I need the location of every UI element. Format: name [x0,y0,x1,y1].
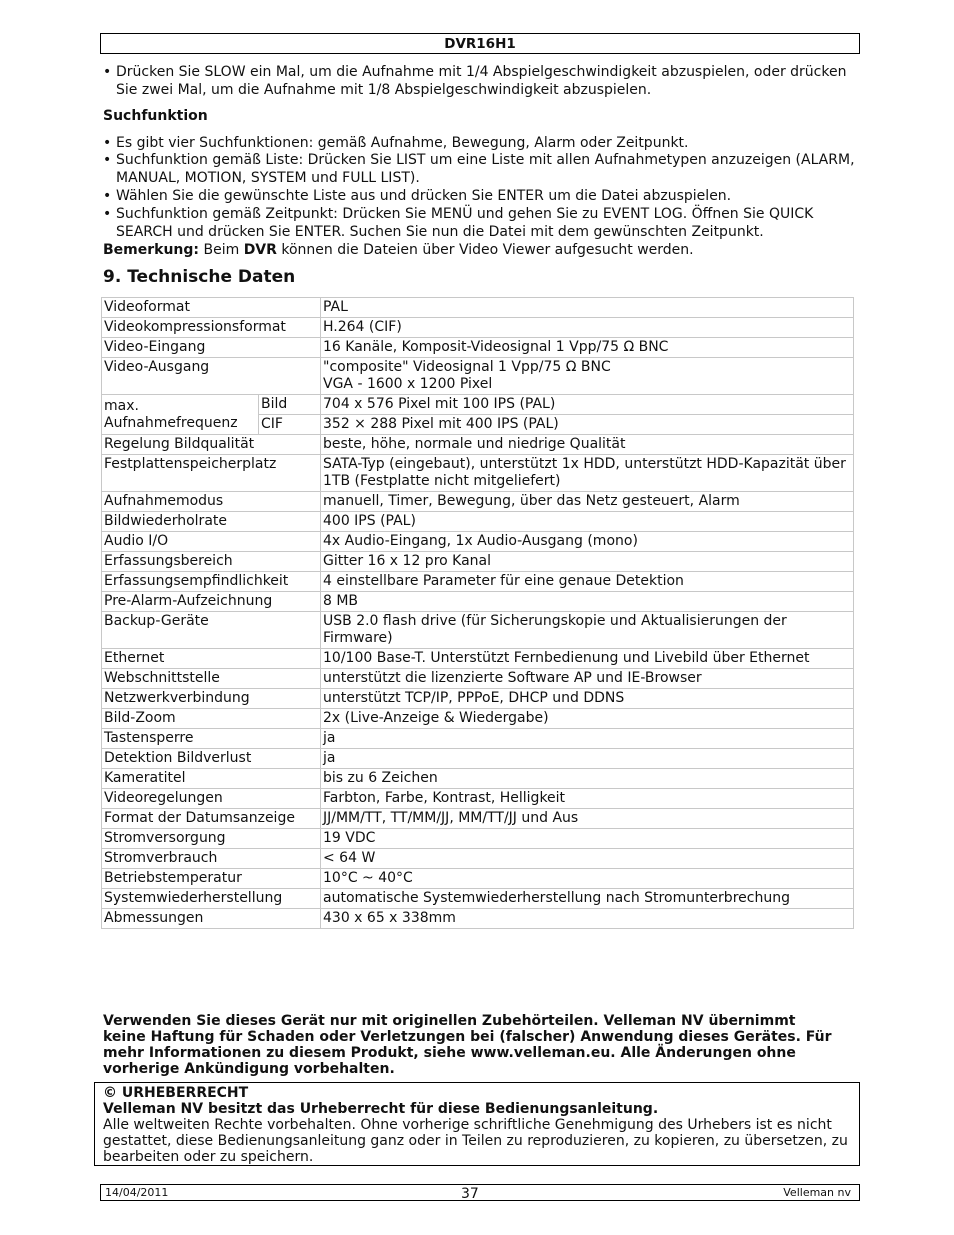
spec-value [321,649,854,669]
copyright-body: Alle weltweiten Rechte vorbehalten. Ohne vorherige schriftliche Genehmigung des Urhebers ist es nicht gestattet, diese Bedienungsanleitung ganz oder in Teilen zu reproduzieren, zu kopieren, zu übersetzen, zu bearbeiten oder zu speichern. [103,1117,848,1165]
spec-label: Videoregelungen [102,789,321,809]
spec-label: Ethernet [102,649,321,669]
spec-value [321,572,854,592]
spec-value [321,455,854,492]
spec-value-line: JJ/MM/TT, TT/MM/JJ, MM/TT/JJ und Aus [323,810,579,826]
spec-value [321,909,854,929]
footer-date: 14/04/2011 [105,1186,169,1199]
copyright-subtitle: Velleman NV besitzt das Urheberrecht für diese Bedienungsanleitung. [103,1101,659,1117]
search-bullet [103,134,855,152]
spec-label: Aufnahmemodus [102,492,321,512]
spec-value [321,889,854,909]
spec-row [102,318,854,338]
spec-value [321,318,854,338]
spec-row [102,669,854,689]
spec-label: Videoformat [102,298,321,318]
spec-value-line: ja [323,750,336,766]
spec-value-line: 16 Kanäle, Komposit-Videosignal 1 Vpp/75 Ω BNC [323,339,669,355]
spec-label: Festplattenspeicherplatz [102,455,321,492]
spec-value-line: SATA-Typ (eingebaut), unterstützt 1x HDD, unterstützt HDD-Kapazität über 1TB (Festplatte nicht mitgeliefert) [323,456,846,489]
spec-row [102,492,854,512]
spec-label: Pre-Alarm-Aufzeichnung [102,592,321,612]
search-heading: Suchfunktion [103,108,208,124]
spec-label: max. Aufnahmefrequenz [102,395,259,435]
spec-label: Webschnittstelle [102,669,321,689]
spec-value [321,358,854,395]
spec-value-line: 10°C ~ 40°C [323,870,413,886]
bullet-text: Suchfunktion gemäß Zeitpunkt: Drücken Sie MENÜ und gehen Sie zu EVENT LOG. Öffnen Sie QUICK SEARCH und drücken Sie ENTER. Suchen Sie nun die Datei mit dem gewünschten Zeitpunkt. [116,206,814,240]
spec-value [321,592,854,612]
spec-row [102,612,854,649]
spec-value [321,435,854,455]
spec-value-line: Farbton, Farbe, Kontrast, Helligkeit [323,790,566,806]
spec-sublabel: CIF [259,415,321,435]
spec-row [102,435,854,455]
spec-label: Video-Eingang [102,338,321,358]
spec-value [321,729,854,749]
spec-value-line: < 64 W [323,850,376,866]
page-number: 37 [461,1186,479,1202]
spec-row [102,709,854,729]
spec-value [321,789,854,809]
spec-value-line: 8 MB [323,593,359,609]
spec-row [102,829,854,849]
spec-value [321,709,854,729]
spec-label: Betriebstemperatur [102,869,321,889]
spec-value-line: 4x Audio-Eingang, 1x Audio-Ausgang (mono) [323,533,638,549]
spec-row [102,729,854,749]
spec-label: Tastensperre [102,729,321,749]
spec-label: Netzwerkverbindung [102,689,321,709]
spec-value [321,612,854,649]
spec-row [102,909,854,929]
spec-value-line: unterstützt die lizenzierte Software AP und IE-Browser [323,670,702,686]
spec-value [321,829,854,849]
spec-label: Stromverbrauch [102,849,321,869]
spec-label: Stromversorgung [102,829,321,849]
spec-value [321,849,854,869]
spec-value-line: VGA - 1600 x 1200 Pixel [323,376,493,392]
bullet-dot: • [103,64,112,80]
spec-value [321,512,854,532]
spec-row [102,395,854,415]
spec-row [102,789,854,809]
spec-row [102,849,854,869]
spec-label: Kameratitel [102,769,321,789]
spec-label: Systemwiederherstellung [102,889,321,909]
bullet-text: Drücken Sie SLOW ein Mal, um die Aufnahme mit 1/4 Abspielgeschwindigkeit abzuspielen, oder drücken Sie zwei Mal, um die Aufnahme mit 1/8 Abspielgeschwindigkeit abzuspielen. [116,64,847,98]
spec-label: Regelung Bildqualität [102,435,321,455]
spec-value-line: USB 2.0 flash drive (für Sicherungskopie und Aktualisierungen der Firmware) [323,613,787,646]
spec-row [102,512,854,532]
spec-sublabel: Bild [259,395,321,415]
copyright-title: © URHEBERRECHT [103,1085,249,1101]
spec-value-line: 2x (Live-Anzeige & Wiedergabe) [323,710,549,726]
bullet-text: Es gibt vier Suchfunktionen: gemäß Aufnahme, Bewegung, Alarm oder Zeitpunkt. [116,135,689,151]
footer-company: Velleman nv [783,1186,851,1199]
spec-label: Videokompressionsformat [102,318,321,338]
spec-label: Detektion Bildverlust [102,749,321,769]
spec-value [321,338,854,358]
spec-value-line: 10/100 Base-T. Unterstützt Fernbedienung und Livebild über Ethernet [323,650,810,666]
spec-value-line: automatische Systemwiederherstellung nach Stromunterbrechung [323,890,790,906]
spec-value-line: 4 einstellbare Parameter für eine genaue Detektion [323,573,684,589]
spec-value [321,809,854,829]
section-title: 9. Technische Daten [103,267,296,287]
spec-value [321,689,854,709]
spec-value-line: 400 IPS (PAL) [323,513,416,529]
spec-value-line: PAL [323,299,348,315]
spec-label: Bildwiederholrate [102,512,321,532]
spec-row [102,552,854,572]
header-model-box [100,33,860,54]
spec-value [321,492,854,512]
spec-label: Audio I/O [102,532,321,552]
spec-value [321,869,854,889]
spec-value [321,298,854,318]
spec-label: Erfassungsempfindlichkeit [102,572,321,592]
spec-value-line: Gitter 16 x 12 pro Kanal [323,553,492,569]
spec-value [321,552,854,572]
search-bullet [103,187,855,205]
spec-row [102,649,854,669]
spec-label: Format der Datumsanzeige [102,809,321,829]
search-bullet [103,205,855,241]
spec-row [102,455,854,492]
spec-label: Abmessungen [102,909,321,929]
bullet-text: Wählen Sie die gewünschte Liste aus und drücken Sie ENTER um die Datei abzuspielen. [116,188,732,204]
spec-value [321,769,854,789]
spec-row [102,298,854,318]
search-bullet [103,151,855,187]
spec-label: Video-Ausgang [102,358,321,395]
spec-value-line: manuell, Timer, Bewegung, über das Netz gesteuert, Alarm [323,493,740,509]
copyright-box [94,1082,860,1166]
spec-label: Erfassungsbereich [102,552,321,572]
spec-row [102,809,854,829]
spec-value-line: 19 VDC [323,830,376,846]
spec-label: Bild-Zoom [102,709,321,729]
intro-bullet [103,63,855,99]
spec-value-line: bis zu 6 Zeichen [323,770,438,786]
spec-value-line: H.264 (CIF) [323,319,402,335]
spec-value [321,532,854,552]
footer-box [100,1184,860,1201]
bullet-dot: • [103,188,112,204]
spec-row [102,689,854,709]
note-label: Bemerkung: [103,242,200,258]
search-note [103,241,853,259]
usage-warning: Verwenden Sie dieses Gerät nur mit originellen Zubehörteilen. Velleman NV übernimmt keine Haftung für Schaden oder Verletzungen bei (falscher) Anwendung dieses Gerätes. Für mehr Informationen zu diesem Produkt, siehe www.velleman.eu. Alle Änderungen ohne vorherige Ankündigung vorbehalten. [103,1013,832,1077]
spec-value-line: ja [323,730,336,746]
spec-row [102,769,854,789]
spec-row [102,532,854,552]
spec-value-line: 430 x 65 x 338mm [323,910,456,926]
bullet-dot: • [103,135,112,151]
spec-value-line: unterstützt TCP/IP, PPPoE, DHCP und DDNS [323,690,625,706]
spec-value-line: "composite" Videosignal 1 Vpp/75 Ω BNC [323,359,611,375]
spec-row [102,869,854,889]
spec-row [102,889,854,909]
bullet-text: Suchfunktion gemäß Liste: Drücken Sie LIST um eine Liste mit allen Aufnahmetypen anzuzeigen (ALARM, MANUAL, MOTION, SYSTEM und FULL LIST). [116,152,855,186]
note-post: können die Dateien über Video Viewer aufgesucht werden. [276,242,694,258]
bullet-dot: • [103,206,112,222]
spec-value: 704 x 576 Pixel mit 100 IPS (PAL) [321,395,854,415]
note-pre: Beim [199,242,244,258]
note-bold: DVR [243,242,277,258]
spec-value: 352 × 288 Pixel mit 400 IPS (PAL) [321,415,854,435]
spec-row [102,749,854,769]
spec-row [102,338,854,358]
spec-row [102,572,854,592]
spec-value [321,669,854,689]
spec-row [102,358,854,395]
spec-table [101,297,854,929]
model-title: DVR16H1 [444,36,516,52]
spec-value-line: beste, höhe, normale und niedrige Qualität [323,436,626,452]
spec-value [321,749,854,769]
spec-label: Backup-Geräte [102,612,321,649]
bullet-dot: • [103,152,112,168]
spec-row [102,592,854,612]
